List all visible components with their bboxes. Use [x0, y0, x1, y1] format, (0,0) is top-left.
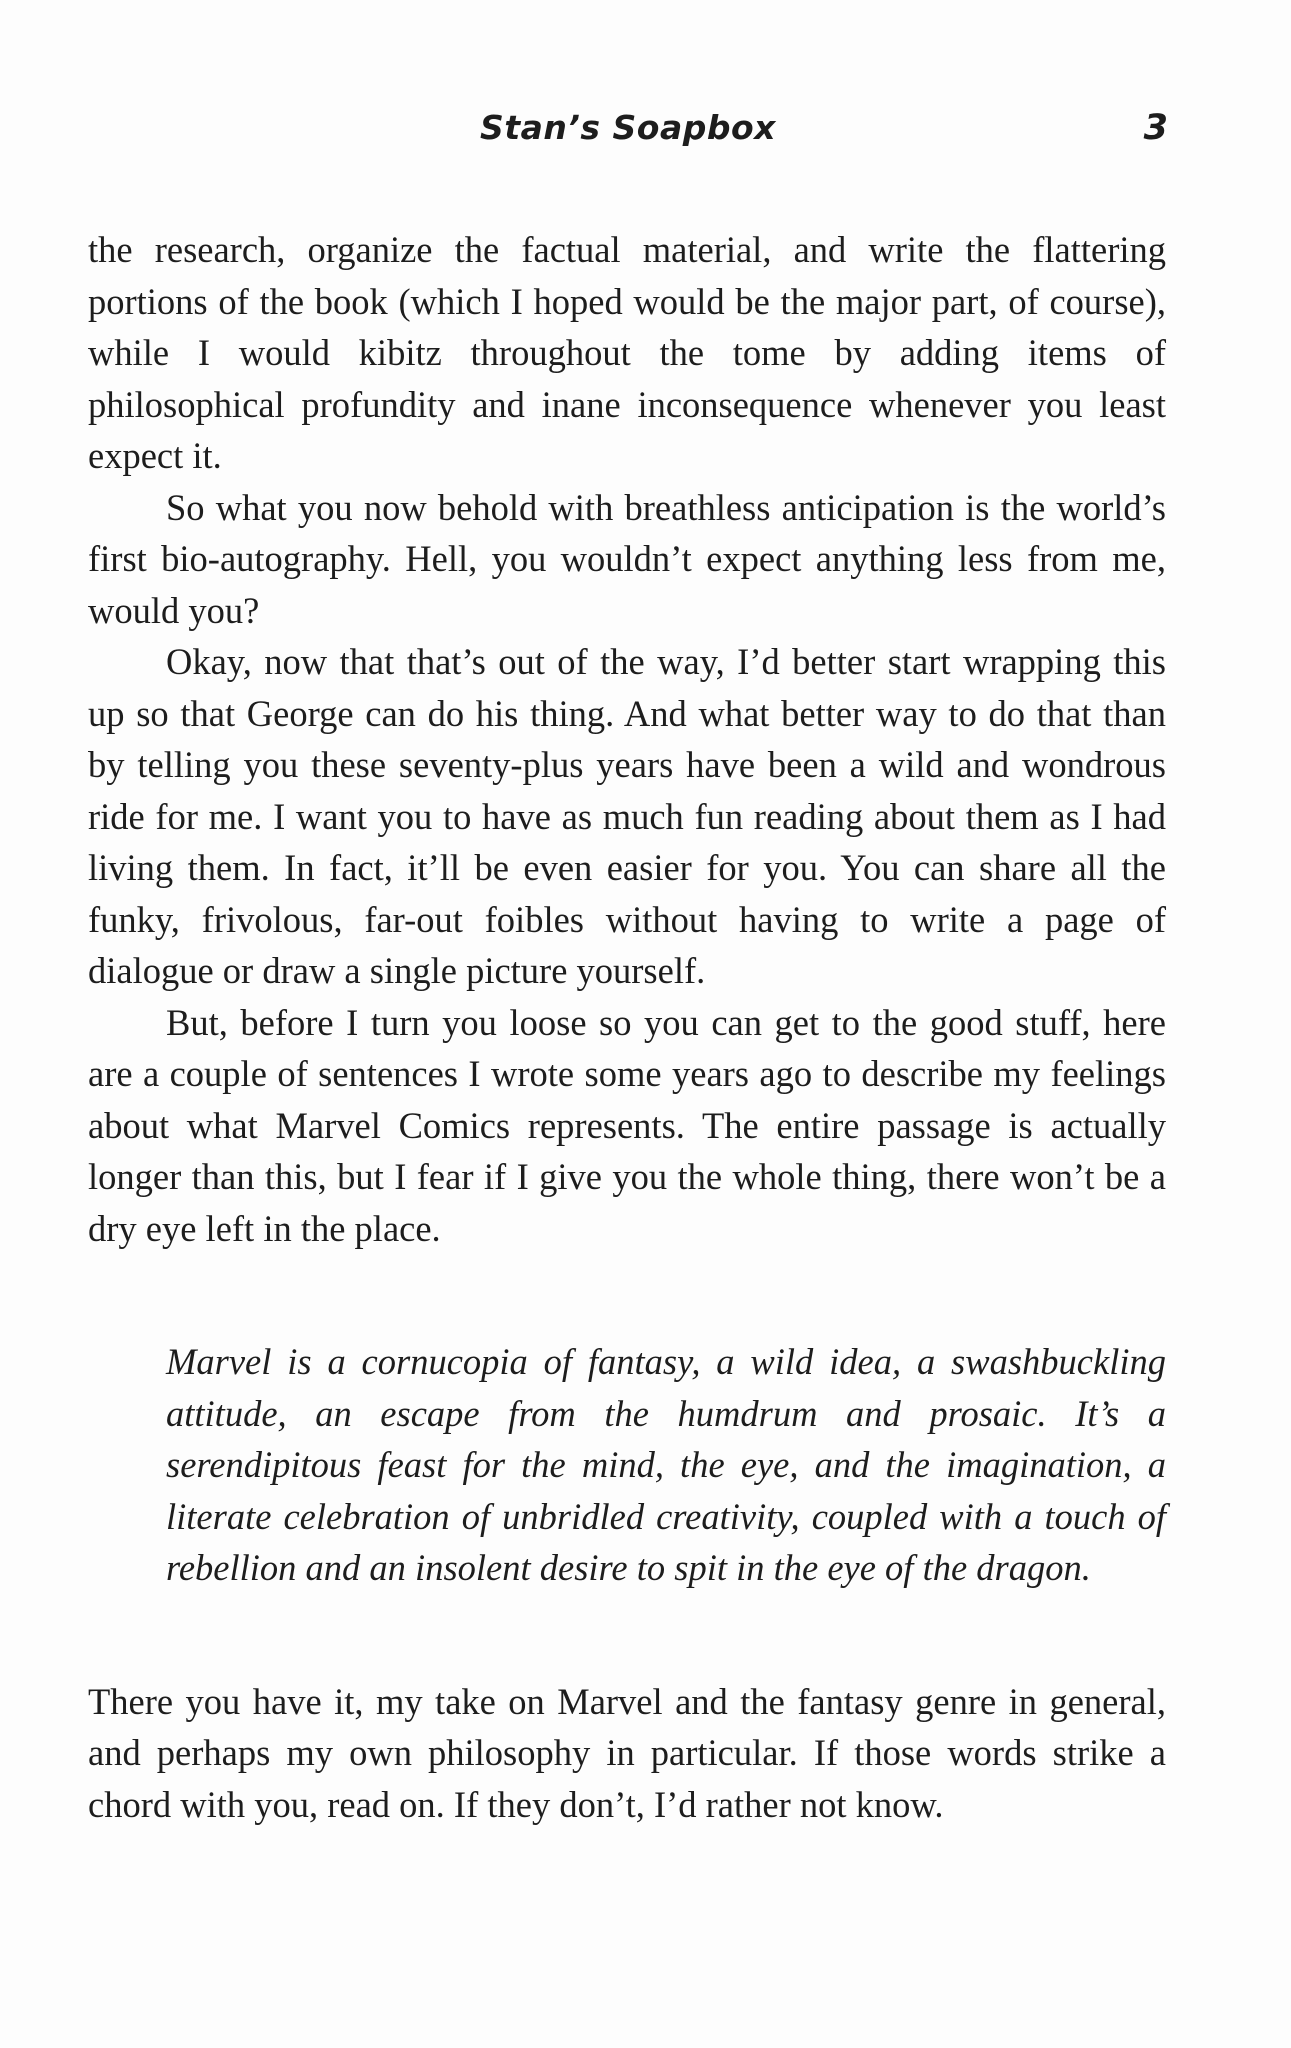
block-quote: Marvel is a cornucopia of fantasy, a wild idea, a swashbuckling attitude, an escape from the humdrum and prosaic. It’s a serendipitous feast for the mind, the eye, and the imagination, a literate celebration of unbridled creativity, coupled with a touch of rebellion and an insolent desire to spit in the eye of the dragon.: [166, 1341, 1166, 1588]
paragraph: So what you now behold with breathless anticipation is the world’s first bio-autography. Hell, you wouldn’t expect anything less from me, would you?: [88, 486, 1166, 631]
running-title: Stan’s Soapbox: [480, 108, 776, 147]
body-text: [88, 224, 1166, 1830]
closing-paragraph: There you have it, my take on Marvel and the fantasy genre in general, and perhaps my own philosophy in particular. If those words strike a chord with you, read on. If they don’t, I’d rather not know.: [88, 1680, 1166, 1825]
page-number: 3: [1143, 108, 1168, 148]
paragraph: Okay, now that that’s out of the way, I’d better start wrapping this up so that George can do his thing. And what better way to do that than by telling you these seventy-plus years have been a wild and wondrous ride for me. I want you to have as much fun reading about them as I had living them. In fact, it’ll be even easier for you. You can share all the funky, frivolous, far-out foibles without having to write a page of dialogue or draw a single picture yourself.: [88, 641, 1166, 991]
paragraph: But, before I turn you loose so you can get to the good stuff, here are a couple of sentences I wrote some years ago to describe my feelings about what Marvel Comics represents. The entire passage is actually longer than this, but I fear if I give you the whole thing, there won’t be a dry eye left in the place.: [88, 1001, 1166, 1249]
paragraph-continued: the research, organize the factual material, and write the flattering portions of the book (which I hoped would be the major part, of course), while I would kibitz throughout the tome by adding items of philosophical profundity and inane inconsequence whenever you least expect it.: [88, 229, 1166, 476]
running-head: [88, 108, 1168, 154]
